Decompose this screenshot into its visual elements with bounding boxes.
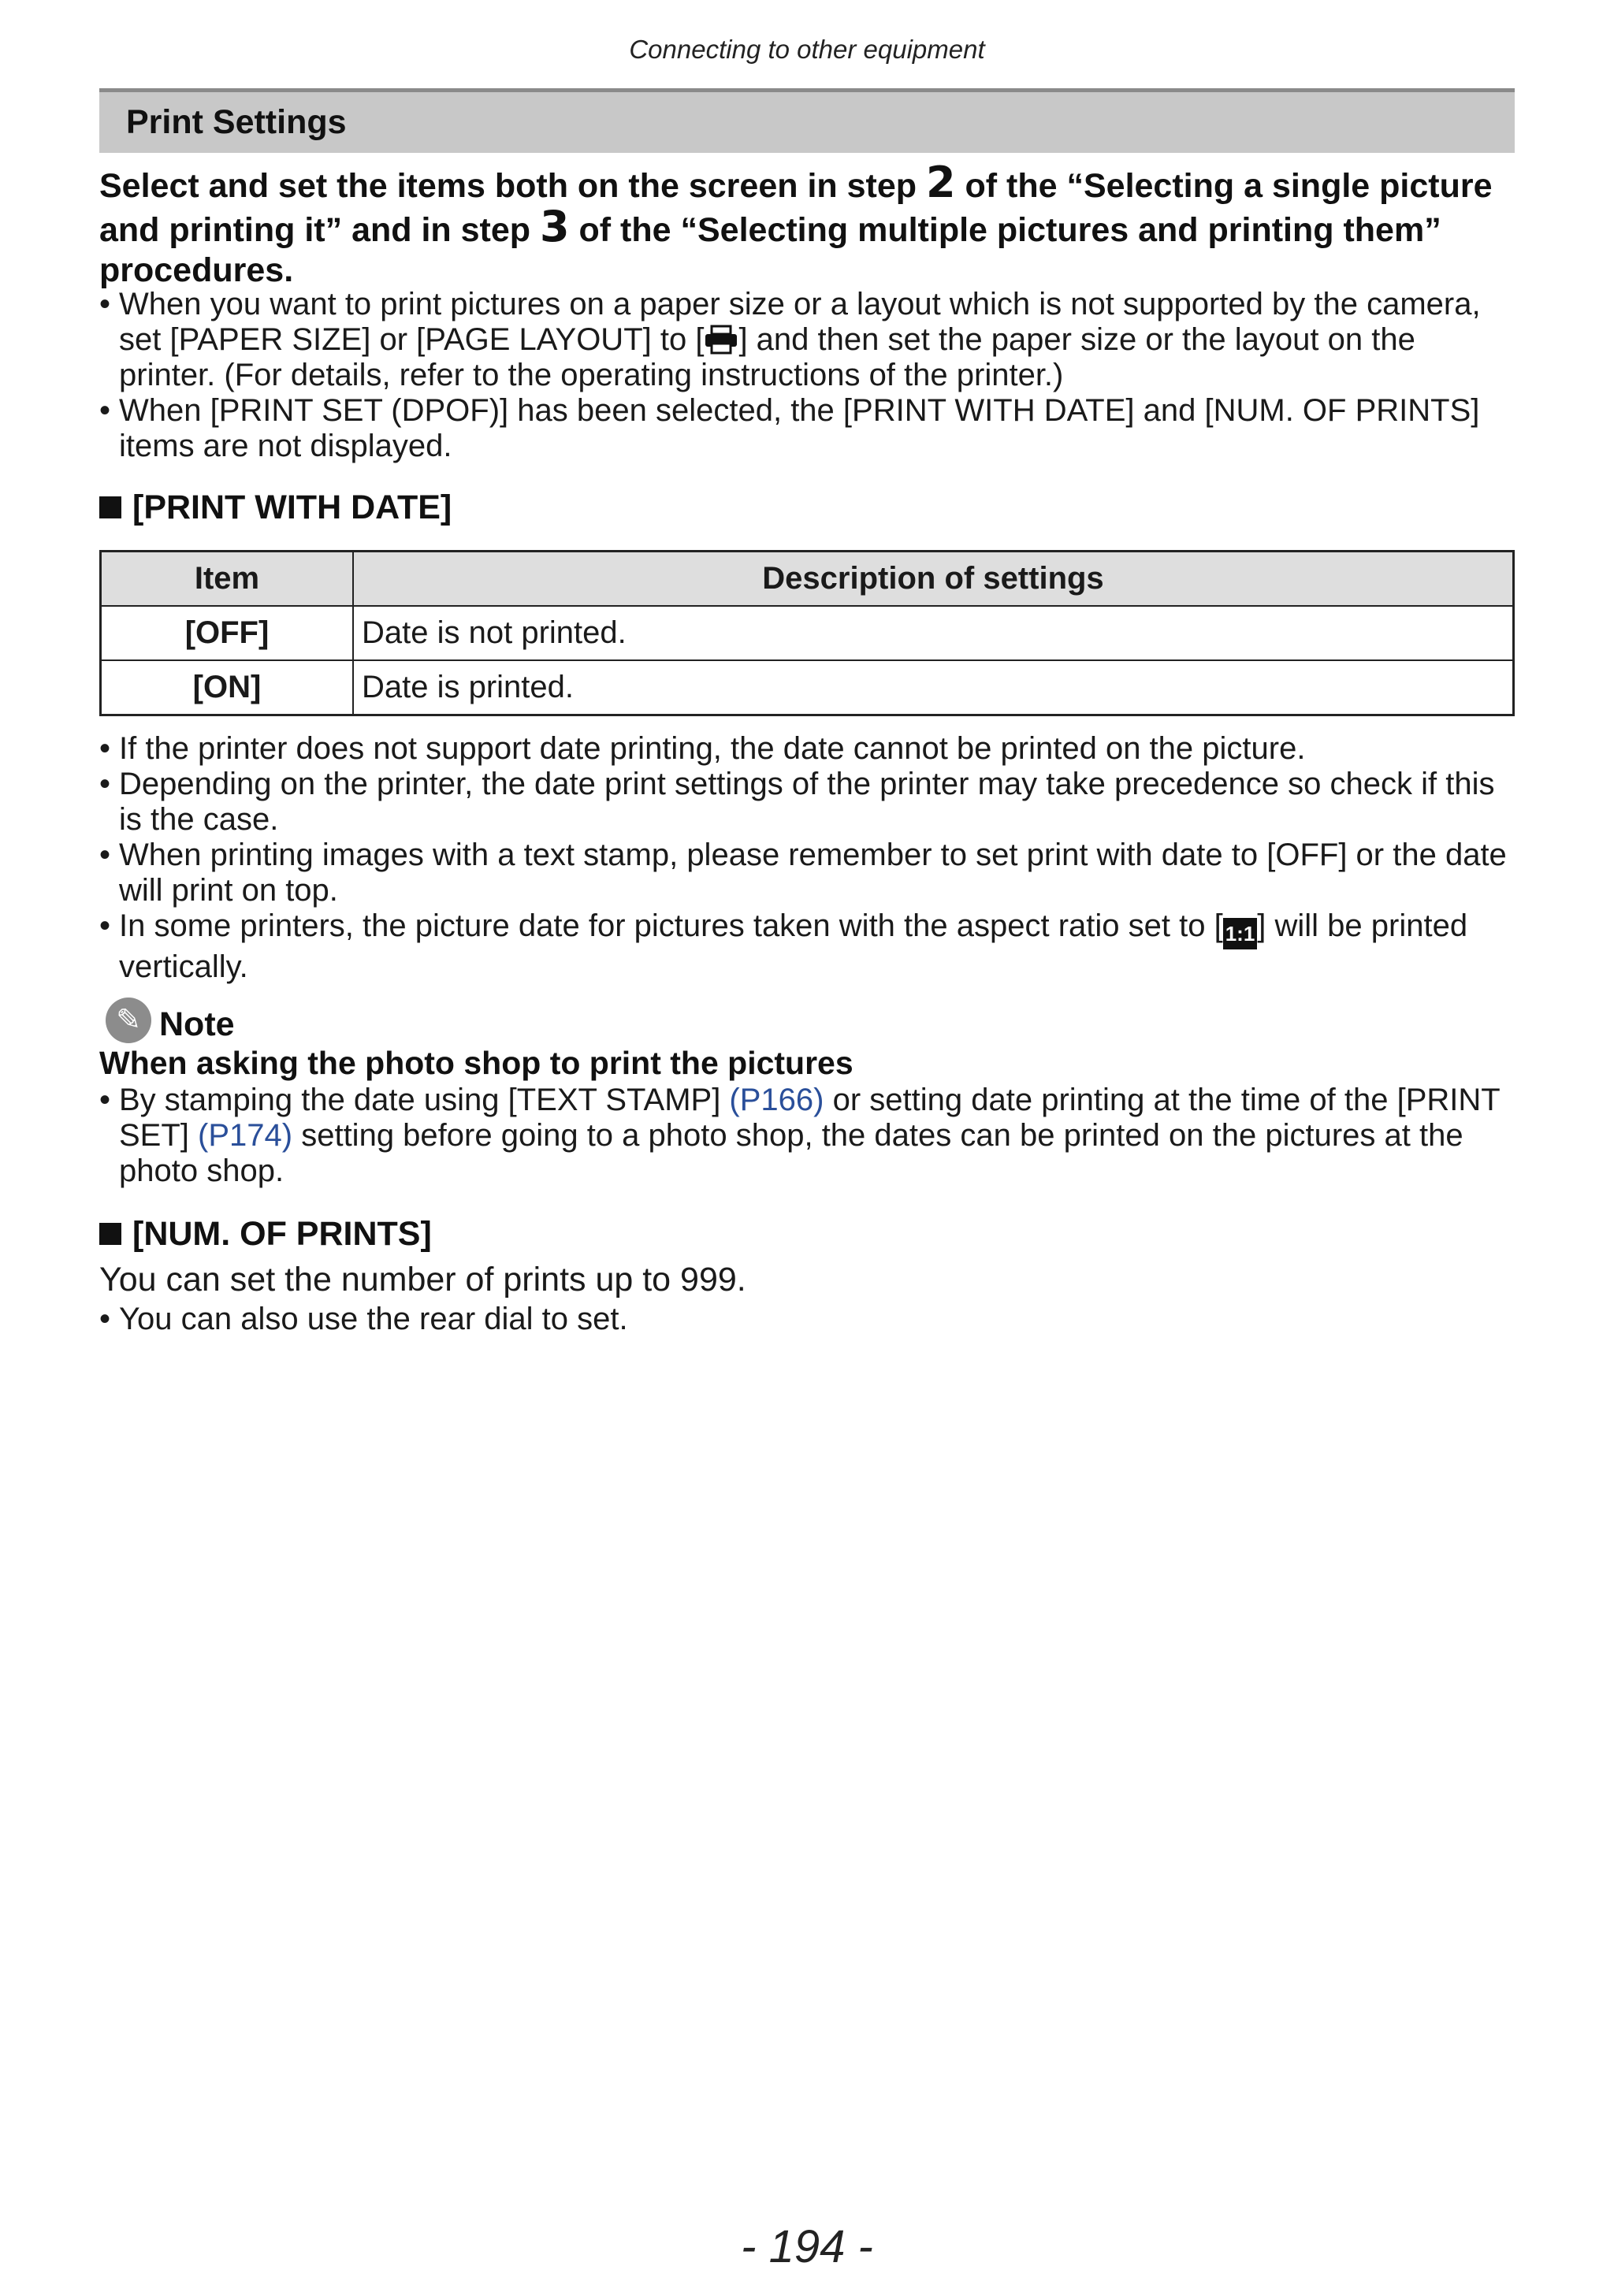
list-item: • When you want to print pictures on a paper size or a layout which is not supported by the camera, set [PAPER SIZE] or [PAGE LAYOUT] to [ ] and then set the paper size or the layout on the printer. (For details, refer to the operating instructions of the printer.): [99, 287, 1481, 392]
page-number: - 194 -: [741, 2221, 873, 2272]
lead-text-3: of the “Selecting multiple pictures and printing them” procedures.: [99, 211, 1441, 289]
list-item: • In some printers, the picture date for pictures taken with the aspect ratio set to [ 1:1] will be printed vertically.: [99, 908, 1468, 984]
section-title: Print Settings: [126, 103, 347, 141]
list-item: • Depending on the printer, the date print settings of the printer may take precedence so check if this is the case.: [99, 767, 1495, 837]
table-header-row: [101, 552, 1514, 607]
note-bullet-list: [99, 1083, 1515, 1189]
section-title-bar: [99, 88, 1515, 153]
page-link-p174[interactable]: (P174): [198, 1118, 293, 1153]
list-item: • If the printer does not support date printing, the date cannot be printed on the picture.: [99, 731, 1306, 766]
pencil-icon: ✎: [106, 998, 151, 1043]
note-subheading: When asking the photo shop to print the pictures: [99, 1045, 853, 1081]
step-number-2: 2: [925, 158, 956, 207]
date-bullet-list: [99, 731, 1515, 985]
lead-text-2: of the “Selecting a single picture and printing it” and in step: [99, 167, 1493, 249]
setting-description: Date is not printed.: [353, 606, 1514, 660]
table-row: [101, 660, 1514, 715]
aspect-ratio-1-1-icon: 1:1: [1223, 918, 1258, 949]
column-header-description: Description of settings: [353, 552, 1514, 607]
running-header: Connecting to other equipment: [629, 35, 985, 64]
num-of-prints-bullet-list: [99, 1302, 1515, 1337]
lead-text-1: Select and set the items both on the screen in step: [99, 167, 926, 205]
list-item: • When printing images with a text stamp, please remember to set print with date to [OFF] or the date will print on top.: [99, 838, 1507, 908]
setting-description: Date is printed.: [353, 660, 1514, 715]
intro-bullet-list: [99, 287, 1515, 464]
settings-table: [99, 550, 1515, 716]
list-item: • When [PRINT SET (DPOF)] has been selected, the [PRINT WITH DATE] and [NUM. OF PRINTS] items are not displayed.: [99, 393, 1480, 463]
lead-instruction: [99, 158, 1515, 291]
num-of-prints-heading: [NUM. OF PRINTS]: [99, 1215, 432, 1254]
setting-item: [OFF]: [101, 606, 354, 660]
column-header-item: Item: [101, 552, 354, 607]
setting-item: [ON]: [101, 660, 354, 715]
printer-icon: [704, 325, 738, 355]
list-item: • By stamping the date using [TEXT STAMP] (P166) or setting date printing at the time of the [PRINT SET] (P174) setting before going to a photo shop, the dates can be printed on the pictures at the photo shop.: [99, 1083, 1500, 1188]
list-item: • You can also use the rear dial to set.: [99, 1302, 628, 1336]
page-link-p166[interactable]: (P166): [729, 1083, 824, 1117]
num-of-prints-text: You can set the number of prints up to 999.: [99, 1261, 746, 1298]
square-bullet-icon: [99, 1223, 121, 1245]
step-number-3: 3: [539, 202, 570, 251]
print-with-date-heading: [PRINT WITH DATE]: [99, 489, 452, 527]
note-label: Note: [159, 1005, 235, 1043]
square-bullet-icon: [99, 496, 121, 518]
table-row: [101, 606, 1514, 660]
